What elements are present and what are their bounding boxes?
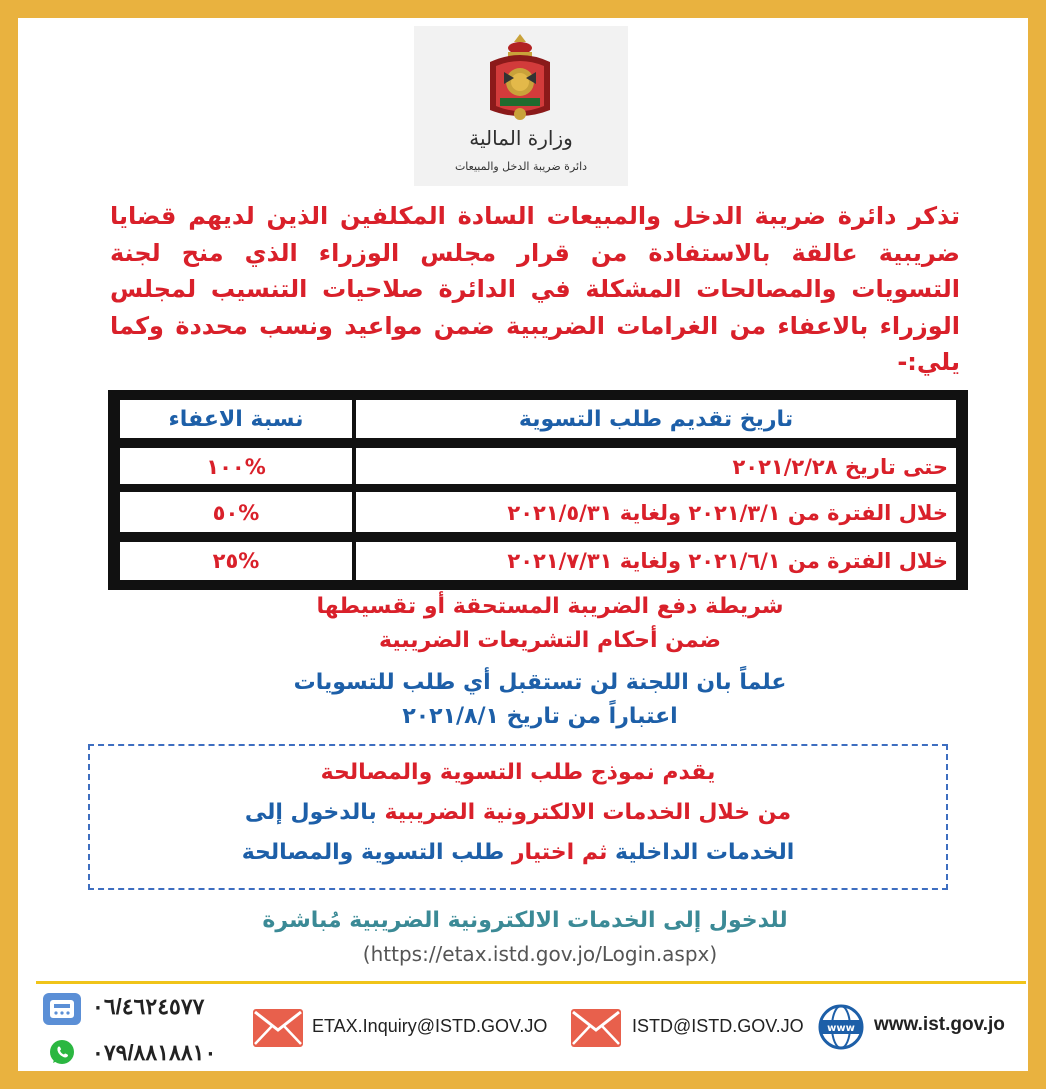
email-main-link[interactable]: ISTD@ISTD.GOV.JO	[632, 1016, 804, 1036]
table-header-rate: نسبة الاعفاء	[118, 398, 354, 440]
website-link[interactable]: www.ist.gov.jo	[874, 1014, 1005, 1035]
email-icon	[570, 1008, 622, 1048]
table-row-3-date: خلال الفترة من ٢٠٢١/٦/١ ولغاية ٢٠٢١/٧/٣١	[354, 540, 958, 582]
instructions-line-2	[90, 800, 946, 825]
footer-divider	[36, 981, 1026, 984]
whatsapp-icon	[48, 1038, 76, 1066]
telephone-icon	[42, 992, 82, 1026]
eservices-label: للدخول إلى الخدمات الالكترونية الضريبية مُباشرة	[262, 908, 788, 933]
instructions-line-2-blue: بالدخول إلى	[244, 800, 377, 825]
email-inquiry-link[interactable]: ETAX.Inquiry@ISTD.GOV.JO	[312, 1016, 548, 1036]
instructions-box	[88, 744, 948, 890]
instructions-line-2-red: من خلال الخدمات الالكترونية الضريبية	[384, 800, 792, 825]
globe-www-icon	[818, 1004, 864, 1050]
table-header-date: تاريخ تقديم طلب التسوية	[354, 398, 958, 440]
table-row-1-date: حتى تاريخ ٢٠٢١/٢/٢٨	[354, 446, 958, 486]
instructions-line-3-blue-1: الخدمات الداخلية	[615, 840, 795, 865]
instructions-line-3-red: ثم اختيار	[511, 840, 608, 865]
table-row-2-date: خلال الفترة من ٢٠٢١/٣/١ ولغاية ٢٠٢١/٥/٣١	[354, 490, 958, 534]
instructions-line-3-blue-2: طلب التسوية والمصالحة	[241, 840, 505, 865]
condition-line-1: شريطة دفع الضريبة المستحقة أو تقسيطها	[316, 594, 784, 619]
table-row-1-rate: %١٠٠	[118, 446, 354, 486]
jordan-coat-of-arms-icon	[480, 32, 560, 128]
condition-line-2: ضمن أحكام التشريعات الضريبية	[379, 628, 721, 653]
notice-line-1: علماً بان اللجنة لن تستقبل أي طلب للتسويات	[293, 670, 787, 695]
phone-number[interactable]: ٠٦/٤٦٢٤٥٧٧	[92, 994, 205, 1019]
table-row-2-rate: %٥٠	[118, 490, 354, 534]
ministry-name: وزارة المالية	[469, 126, 573, 150]
eservices-url-link[interactable]: (https://etax.istd.gov.jo/Login.aspx)	[362, 942, 718, 966]
instructions-line-3	[90, 840, 946, 865]
intro-paragraph: تذكر دائرة ضريبة الدخل والمبيعات السادة المكلفين الذين لديهم قضايا ضريبية عالقة بالاستفادة من قرار مجلس الوزراء الذي منح لجنة التسويات والمصالحات المشكلة في الدائرة صلاحيات التنسيب لمجلس الوزراء بالاعفاء من الغرامات الضريبية ضمن مواعيد ونسب محددة وكما يلي:-	[110, 202, 960, 376]
email-icon	[252, 1008, 304, 1048]
svg-text:www: www	[827, 1023, 855, 1034]
table-row-3-rate: %٢٥	[118, 540, 354, 582]
instructions-line-1: يقدم نموذج طلب التسوية والمصالحة	[320, 760, 716, 785]
notice-line-2: اعتباراً من تاريخ ٢٠٢١/٨/١	[402, 704, 678, 729]
ministry-logo-block	[414, 26, 628, 186]
department-name: دائرة ضريبة الدخل والمبيعات	[454, 160, 588, 173]
whatsapp-number[interactable]: ٠٧٩/٨٨١٨٨١٠	[92, 1040, 217, 1065]
exemption-table	[108, 390, 968, 590]
